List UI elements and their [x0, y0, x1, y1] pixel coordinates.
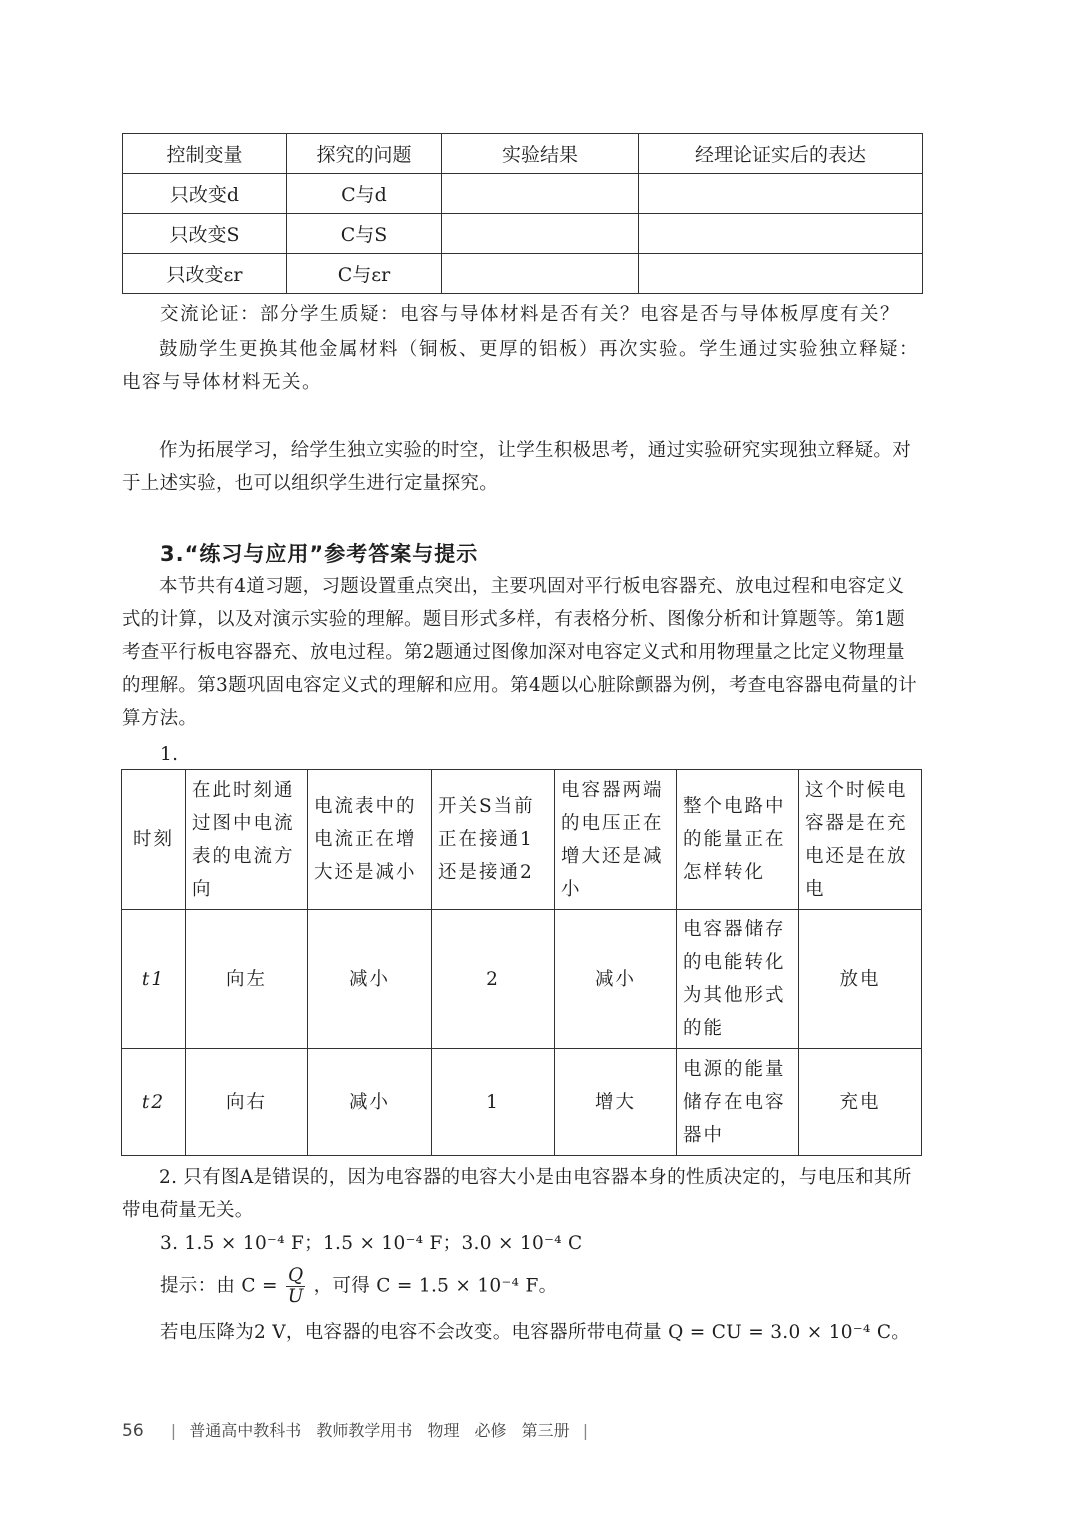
table-cell: 只改变S	[123, 214, 287, 254]
table-header-row	[122, 770, 922, 910]
table-header: 电容器两端的电压正在增大还是减小	[555, 770, 677, 910]
table-cell	[442, 214, 639, 254]
answer-2: 2. 只有图A是错误的，因为电容器的电容大小是由电容器本身的性质决定的，与电压和其所带电荷量无关。	[122, 1167, 912, 1221]
table-cell: 增大	[555, 1049, 677, 1156]
table-header: 这个时候电容器是在充电还是在放电	[799, 770, 922, 910]
table-header: 在此时刻通过图中电流表的电流方向	[186, 770, 308, 910]
table-header: 时刻	[122, 770, 186, 910]
page-footer	[122, 1418, 596, 1441]
table-cell: 2	[432, 910, 555, 1049]
hint-line	[160, 1266, 557, 1307]
table-header: 开关S当前正在接通1还是接通2	[432, 770, 555, 910]
table-row	[122, 910, 922, 1049]
table-cell	[442, 254, 639, 294]
control-variable-table	[122, 133, 923, 294]
table-cell: 电容器储存的电能转化为其他形式的能	[677, 910, 799, 1049]
hint-suffix: ，可得 C = 1.5 × 10⁻⁴ F。	[313, 1275, 558, 1297]
table-cell	[639, 214, 923, 254]
table-cell: 向左	[186, 910, 308, 1049]
footer-book: 普通高中教科书	[189, 1421, 302, 1440]
table-cell: 电源的能量储存在电容器中	[677, 1049, 799, 1156]
table-cell: 减小	[555, 910, 677, 1049]
divider: |	[582, 1421, 589, 1440]
table-row	[123, 174, 923, 214]
table-cell: t1	[122, 910, 186, 1049]
intro-paragraph: 本节共有4道习题，习题设置重点突出，主要巩固对平行板电容器充、放电过程和电容定义式的计算，以及对演示实验的理解。题目形式多样，有表格分析、图像分析和计算题等。第1题考查平行板电容器充、放电过程。第2题通过图像加深对电容定义式和用物理量之比定义物理量的理解。第3题巩固电容定义式的理解和应用。第4题以心脏除颤器为例，考查电容器电荷量的计算方法。	[122, 576, 917, 729]
page-number: 56	[122, 1421, 144, 1441]
table-cell	[639, 174, 923, 214]
table-header: 控制变量	[123, 134, 287, 174]
table-cell: 放电	[799, 910, 922, 1049]
table-cell: 只改变εr	[123, 254, 287, 294]
table-cell: C与S	[287, 214, 442, 254]
table-row	[122, 1049, 922, 1156]
table-cell: C与d	[287, 174, 442, 214]
section-title: 3.“练习与应用”参考答案与提示	[160, 542, 479, 566]
question-1-label: 1.	[160, 744, 179, 765]
table-cell: 只改变d	[123, 174, 287, 214]
table-header-row	[123, 134, 923, 174]
fraction-numerator: Q	[288, 1265, 304, 1286]
hint-prefix: 提示：由 C =	[160, 1275, 278, 1297]
answer-3: 3. 1.5 × 10⁻⁴ F；1.5 × 10⁻⁴ F；3.0 × 10⁻⁴ C	[160, 1233, 583, 1254]
footer-volume: 第三册	[521, 1421, 570, 1440]
footer-subject: 物理	[427, 1421, 460, 1440]
table-row	[123, 254, 923, 294]
table-header: 实验结果	[442, 134, 639, 174]
table-cell: 1	[432, 1049, 555, 1156]
fraction-denominator: U	[287, 1286, 304, 1307]
footer-course: 必修	[474, 1421, 507, 1440]
table-cell	[639, 254, 923, 294]
encourage-paragraph: 鼓励学生更换其他金属材料（铜板、更厚的铝板）再次实验。学生通过实验独立释疑：电容与导体材料无关。	[122, 339, 920, 393]
table-cell: 减小	[308, 910, 432, 1049]
table-header: 电流表中的电流正在增大还是减小	[308, 770, 432, 910]
fraction-q-over-u	[286, 1266, 305, 1307]
table-header: 探究的问题	[287, 134, 442, 174]
table-header: 经理论证实后的表达	[639, 134, 923, 174]
divider: |	[170, 1421, 177, 1440]
table-cell: 向右	[186, 1049, 308, 1156]
hint-line-2: 若电压降为2 V，电容器的电容不会改变。电容器所带电荷量 Q = CU = 3.0 × 10⁻⁴ C。	[160, 1322, 911, 1343]
table-cell	[442, 174, 639, 214]
table-cell: t2	[122, 1049, 186, 1156]
table-row	[123, 214, 923, 254]
answer-table	[121, 769, 922, 1156]
table-cell: 减小	[308, 1049, 432, 1156]
extension-paragraph: 作为拓展学习，给学生独立实验的时空，让学生积极思考，通过实验研究实现独立释疑。对于上述实验，也可以组织学生进行定量探究。	[122, 440, 912, 494]
footer-type: 教师教学用书	[316, 1421, 413, 1440]
table-header: 整个电路中的能量正在怎样转化	[677, 770, 799, 910]
discussion-paragraph: 交流论证：部分学生质疑：电容与导体材料是否有关？电容是否与导体板厚度有关？	[160, 304, 901, 325]
table-cell: 充电	[799, 1049, 922, 1156]
table-cell: C与εr	[287, 254, 442, 294]
